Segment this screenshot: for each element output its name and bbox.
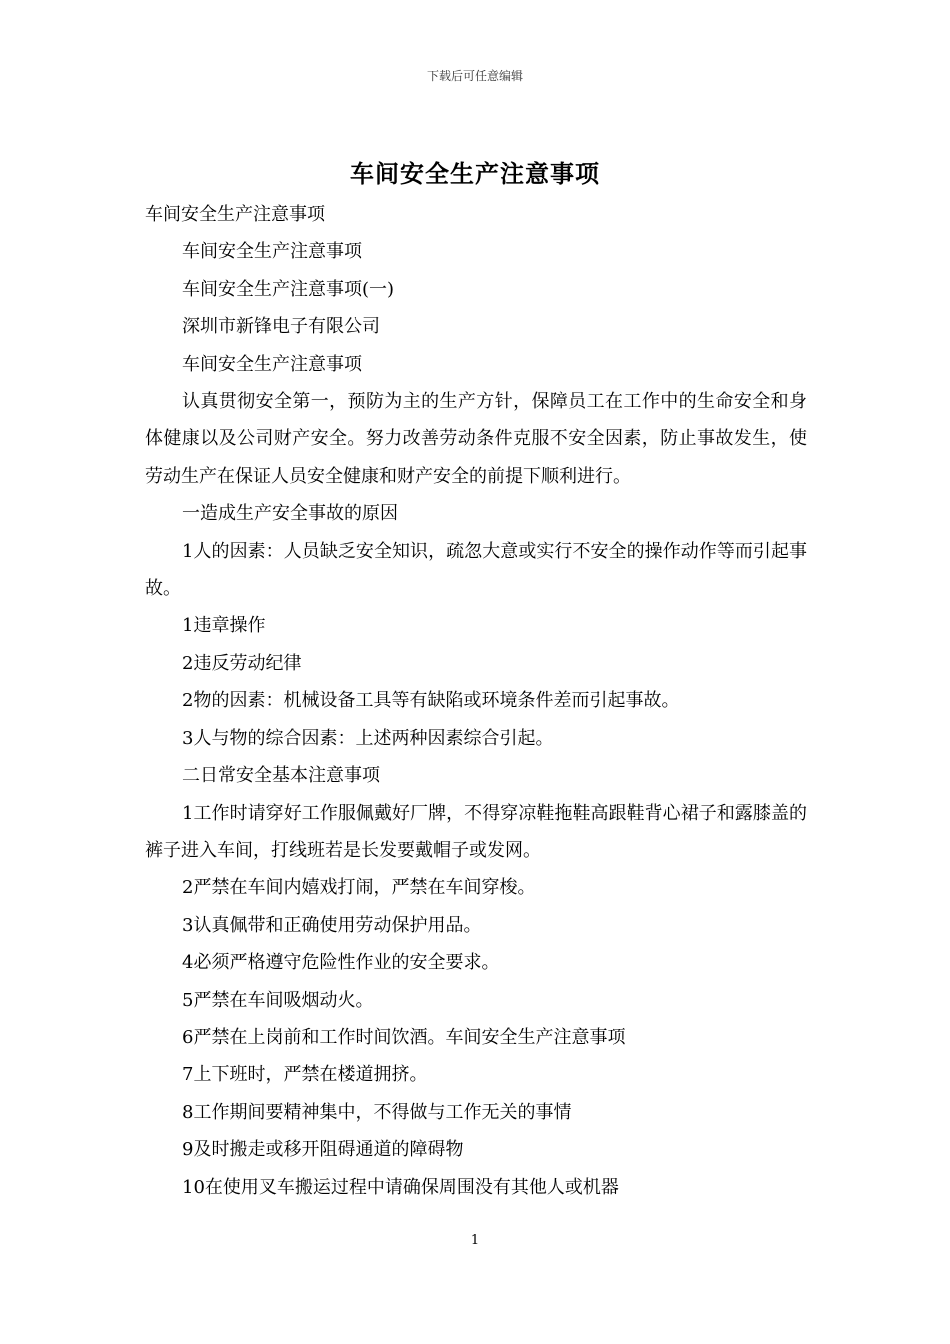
- body-paragraph: 一造成生产安全事故的原因: [182, 503, 398, 525]
- page-number: 1: [470, 1233, 480, 1248]
- header-note: 下载后可任意编辑: [426, 69, 523, 83]
- body-paragraph: 3人与物的综合因素：上述两种因素综合引起。: [182, 727, 554, 749]
- document-body: [145, 196, 807, 1206]
- body-paragraph: 3认真佩带和正确使用劳动保护用品。: [182, 914, 482, 936]
- body-paragraph: 10在使用叉车搬运过程中请确保周围没有其他人或机器: [182, 1176, 619, 1198]
- body-paragraph: 二日常安全基本注意事项: [182, 765, 380, 787]
- body-paragraph: 2物的因素：机械设备工具等有缺陷或环境条件差而引起事故。: [182, 690, 680, 712]
- body-paragraph: 6严禁在上岗前和工作时间饮酒。车间安全生产注意事项: [182, 1026, 626, 1048]
- body-paragraph: 5严禁在车间吸烟动火。: [182, 989, 374, 1011]
- body-paragraph: 1工作时请穿好工作服佩戴好厂牌，不得穿凉鞋拖鞋高跟鞋背心裙子和露膝盖的裤子进入车间，打线班若是长发要戴帽子或发网。: [145, 802, 807, 861]
- body-paragraph: 车间安全生产注意事项(一): [182, 278, 395, 300]
- body-paragraph: 4必须严格遵守危险性作业的安全要求。: [182, 952, 500, 974]
- body-paragraph: 1人的因素：人员缺乏安全知识，疏忽大意或实行不安全的操作动作等而引起事故。: [145, 540, 807, 600]
- body-paragraph: 认真贯彻安全第一，预防为主的生产方针，保障员工在工作中的生命安全和身体健康以及公司财产安全。努力改善劳动条件克服不安全因素，防止事故发生，使劳动生产在保证人员安全健康和财产安全的前提下顺利进行。: [145, 391, 807, 487]
- body-paragraph: 1违章操作: [182, 615, 266, 637]
- body-paragraph: 车间安全生产注意事项: [145, 204, 325, 225]
- body-paragraph: 2违反劳动纪律: [182, 652, 302, 674]
- body-paragraph: 车间安全生产注意事项: [182, 241, 362, 263]
- body-paragraph: 车间安全生产注意事项: [182, 353, 362, 375]
- body-paragraph: 深圳市新锋电子有限公司: [182, 316, 380, 338]
- body-paragraph: 2严禁在车间内嬉戏打闹，严禁在车间穿梭。: [182, 877, 536, 899]
- body-paragraph: 8工作期间要精神集中，不得做与工作无关的事情: [182, 1101, 572, 1123]
- body-paragraph: 9及时搬走或移开阻碍通道的障碍物: [182, 1139, 464, 1161]
- body-paragraph: 7上下班时，严禁在楼道拥挤。: [182, 1064, 428, 1086]
- document-title: 车间安全生产注意事项: [350, 159, 600, 188]
